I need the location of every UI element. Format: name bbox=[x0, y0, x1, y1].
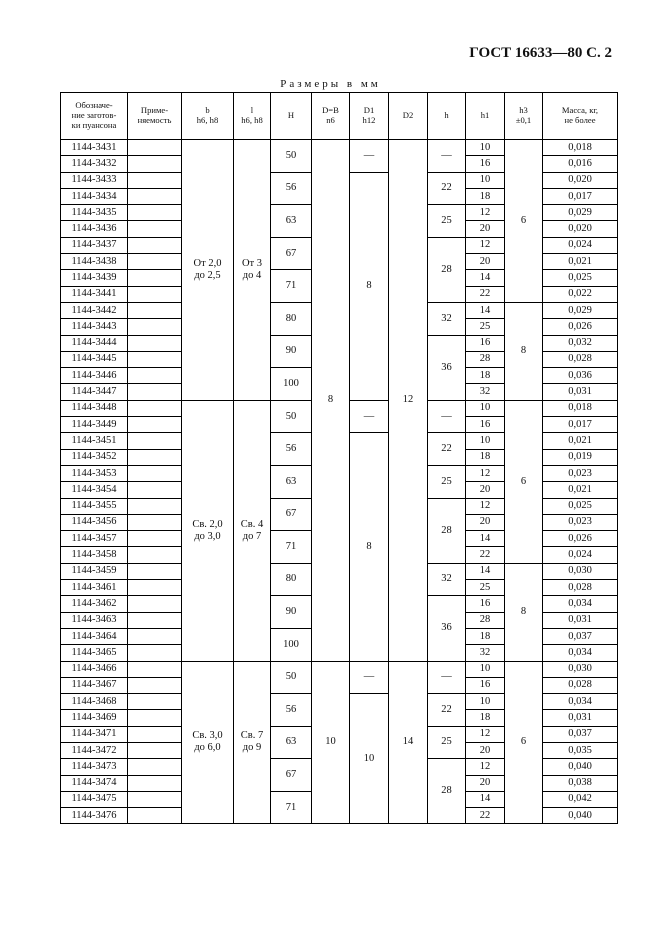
cell-h: 28 bbox=[428, 237, 466, 302]
cell-d-b: 10 bbox=[312, 661, 350, 824]
cell-h: — bbox=[428, 400, 466, 433]
cell-l: Св. 7 до 9 bbox=[234, 661, 271, 824]
cell-h: 56 bbox=[271, 694, 312, 727]
cell-mass: 0,018 bbox=[543, 140, 618, 156]
cell-h3: 6 bbox=[505, 400, 543, 563]
cell-h: 90 bbox=[271, 596, 312, 629]
cell-mass: 0,026 bbox=[543, 531, 618, 547]
cell-mass: 0,031 bbox=[543, 710, 618, 726]
cell-application bbox=[128, 759, 182, 775]
cell-d1: 10 bbox=[350, 694, 389, 824]
cell-designation: 1144-3446 bbox=[61, 368, 128, 384]
cell-h: 71 bbox=[271, 270, 312, 303]
cell-designation: 1144-3452 bbox=[61, 449, 128, 465]
cell-designation: 1144-3466 bbox=[61, 661, 128, 677]
cell-designation: 1144-3476 bbox=[61, 808, 128, 824]
cell-mass: 0,021 bbox=[543, 482, 618, 498]
cell-h1: 14 bbox=[466, 791, 505, 807]
column-header-b: b h6, h8 bbox=[182, 93, 234, 140]
cell-mass: 0,024 bbox=[543, 547, 618, 563]
cell-h1: 28 bbox=[466, 612, 505, 628]
cell-mass: 0,032 bbox=[543, 335, 618, 351]
cell-mass: 0,021 bbox=[543, 433, 618, 449]
cell-application bbox=[128, 270, 182, 286]
cell-designation: 1144-3474 bbox=[61, 775, 128, 791]
cell-h: 100 bbox=[271, 628, 312, 661]
cell-h: 71 bbox=[271, 791, 312, 824]
column-header-d1: D1 h12 bbox=[350, 93, 389, 140]
page-header: ГОСТ 16633—80 С. 2 bbox=[469, 45, 612, 61]
cell-h: — bbox=[428, 661, 466, 694]
cell-h1: 16 bbox=[466, 677, 505, 693]
table-body bbox=[61, 140, 618, 824]
cell-application bbox=[128, 417, 182, 433]
cell-h: 67 bbox=[271, 237, 312, 270]
cell-h1: 14 bbox=[466, 270, 505, 286]
cell-designation: 1144-3456 bbox=[61, 514, 128, 530]
cell-application bbox=[128, 286, 182, 302]
cell-designation: 1144-3451 bbox=[61, 433, 128, 449]
cell-h3: 6 bbox=[505, 140, 543, 303]
cell-l: От 3 до 4 bbox=[234, 140, 271, 401]
cell-h: 25 bbox=[428, 465, 466, 498]
cell-application bbox=[128, 221, 182, 237]
column-header-h: h bbox=[428, 93, 466, 140]
cell-designation: 1144-3468 bbox=[61, 694, 128, 710]
cell-designation: 1144-3458 bbox=[61, 547, 128, 563]
cell-designation: 1144-3437 bbox=[61, 237, 128, 253]
cell-designation: 1144-3433 bbox=[61, 172, 128, 188]
cell-application bbox=[128, 775, 182, 791]
cell-application bbox=[128, 384, 182, 400]
cell-mass: 0,017 bbox=[543, 417, 618, 433]
cell-application bbox=[128, 580, 182, 596]
cell-h: 56 bbox=[271, 172, 312, 205]
table-header-row bbox=[61, 93, 618, 140]
cell-h1: 20 bbox=[466, 514, 505, 530]
cell-mass: 0,028 bbox=[543, 351, 618, 367]
cell-mass: 0,036 bbox=[543, 368, 618, 384]
cell-h3: 8 bbox=[505, 563, 543, 661]
cell-h1: 10 bbox=[466, 172, 505, 188]
cell-h1: 18 bbox=[466, 710, 505, 726]
cell-h1: 20 bbox=[466, 482, 505, 498]
cell-designation: 1144-3457 bbox=[61, 531, 128, 547]
cell-designation: 1144-3444 bbox=[61, 335, 128, 351]
cell-h: 67 bbox=[271, 759, 312, 792]
cell-application bbox=[128, 482, 182, 498]
cell-designation: 1144-3449 bbox=[61, 417, 128, 433]
cell-designation: 1144-3467 bbox=[61, 677, 128, 693]
cell-h: — bbox=[428, 140, 466, 173]
cell-h: 90 bbox=[271, 335, 312, 368]
cell-h: 63 bbox=[271, 465, 312, 498]
cell-application bbox=[128, 449, 182, 465]
cell-h1: 20 bbox=[466, 254, 505, 270]
cell-mass: 0,034 bbox=[543, 596, 618, 612]
cell-h: 80 bbox=[271, 302, 312, 335]
cell-designation: 1144-3465 bbox=[61, 645, 128, 661]
cell-application bbox=[128, 791, 182, 807]
cell-application bbox=[128, 612, 182, 628]
cell-h1: 18 bbox=[466, 188, 505, 204]
cell-mass: 0,020 bbox=[543, 172, 618, 188]
cell-h1: 25 bbox=[466, 580, 505, 596]
cell-h: 22 bbox=[428, 172, 466, 205]
cell-h1: 12 bbox=[466, 726, 505, 742]
cell-application bbox=[128, 351, 182, 367]
cell-mass: 0,023 bbox=[543, 465, 618, 481]
cell-application bbox=[128, 645, 182, 661]
cell-h1: 18 bbox=[466, 368, 505, 384]
cell-designation: 1144-3454 bbox=[61, 482, 128, 498]
cell-application bbox=[128, 677, 182, 693]
cell-d1: — bbox=[350, 400, 389, 433]
cell-h1: 10 bbox=[466, 694, 505, 710]
cell-application bbox=[128, 302, 182, 318]
table-row bbox=[61, 140, 618, 156]
cell-application bbox=[128, 531, 182, 547]
cell-h1: 10 bbox=[466, 661, 505, 677]
cell-mass: 0,038 bbox=[543, 775, 618, 791]
cell-application bbox=[128, 498, 182, 514]
cell-d1: 8 bbox=[350, 172, 389, 400]
cell-mass: 0,026 bbox=[543, 319, 618, 335]
cell-application bbox=[128, 368, 182, 384]
cell-h1: 10 bbox=[466, 140, 505, 156]
cell-h: 63 bbox=[271, 205, 312, 238]
cell-h1: 32 bbox=[466, 645, 505, 661]
column-header-h1: h1 bbox=[466, 93, 505, 140]
column-header-h3: h3 ±0,1 bbox=[505, 93, 543, 140]
cell-h1: 25 bbox=[466, 319, 505, 335]
cell-mass: 0,018 bbox=[543, 400, 618, 416]
column-header-mass: Масса, кг, не более bbox=[543, 93, 618, 140]
cell-designation: 1144-3453 bbox=[61, 465, 128, 481]
cell-h: 32 bbox=[428, 302, 466, 335]
cell-designation: 1144-3447 bbox=[61, 384, 128, 400]
cell-mass: 0,023 bbox=[543, 514, 618, 530]
cell-h1: 20 bbox=[466, 775, 505, 791]
cell-designation: 1144-3455 bbox=[61, 498, 128, 514]
cell-h: 63 bbox=[271, 726, 312, 759]
table-row bbox=[61, 661, 618, 677]
cell-h: 71 bbox=[271, 531, 312, 564]
cell-mass: 0,016 bbox=[543, 156, 618, 172]
cell-mass: 0,030 bbox=[543, 563, 618, 579]
cell-mass: 0,035 bbox=[543, 742, 618, 758]
cell-application bbox=[128, 335, 182, 351]
cell-designation: 1144-3442 bbox=[61, 302, 128, 318]
cell-mass: 0,025 bbox=[543, 270, 618, 286]
cell-h1: 12 bbox=[466, 759, 505, 775]
cell-h: 25 bbox=[428, 726, 466, 759]
cell-designation: 1144-3438 bbox=[61, 254, 128, 270]
cell-mass: 0,031 bbox=[543, 384, 618, 400]
cell-h: 25 bbox=[428, 205, 466, 238]
cell-designation: 1144-3471 bbox=[61, 726, 128, 742]
cell-mass: 0,028 bbox=[543, 677, 618, 693]
cell-mass: 0,042 bbox=[543, 791, 618, 807]
cell-application bbox=[128, 400, 182, 416]
cell-h1: 12 bbox=[466, 237, 505, 253]
cell-mass: 0,025 bbox=[543, 498, 618, 514]
cell-designation: 1144-3434 bbox=[61, 188, 128, 204]
cell-application bbox=[128, 433, 182, 449]
cell-d2: 12 bbox=[389, 140, 428, 662]
cell-h: 36 bbox=[428, 596, 466, 661]
cell-application bbox=[128, 172, 182, 188]
cell-application bbox=[128, 661, 182, 677]
cell-designation: 1144-3463 bbox=[61, 612, 128, 628]
cell-application bbox=[128, 694, 182, 710]
cell-mass: 0,029 bbox=[543, 205, 618, 221]
cell-mass: 0,034 bbox=[543, 645, 618, 661]
cell-d-b: 8 bbox=[312, 140, 350, 662]
cell-mass: 0,040 bbox=[543, 808, 618, 824]
cell-application bbox=[128, 563, 182, 579]
cell-application bbox=[128, 156, 182, 172]
cell-designation: 1144-3473 bbox=[61, 759, 128, 775]
cell-application bbox=[128, 742, 182, 758]
cell-application bbox=[128, 205, 182, 221]
cell-h1: 22 bbox=[466, 286, 505, 302]
cell-h1: 16 bbox=[466, 335, 505, 351]
cell-d1: — bbox=[350, 661, 389, 694]
cell-h: 50 bbox=[271, 140, 312, 173]
cell-mass: 0,017 bbox=[543, 188, 618, 204]
cell-h: 56 bbox=[271, 433, 312, 466]
cell-application bbox=[128, 465, 182, 481]
column-header-d2: D2 bbox=[389, 93, 428, 140]
cell-designation: 1144-3475 bbox=[61, 791, 128, 807]
cell-application bbox=[128, 596, 182, 612]
cell-h3: 8 bbox=[505, 302, 543, 400]
cell-mass: 0,020 bbox=[543, 221, 618, 237]
cell-h1: 20 bbox=[466, 742, 505, 758]
cell-designation: 1144-3472 bbox=[61, 742, 128, 758]
cell-designation: 1144-3439 bbox=[61, 270, 128, 286]
cell-application bbox=[128, 547, 182, 563]
cell-application bbox=[128, 726, 182, 742]
cell-h1: 10 bbox=[466, 433, 505, 449]
cell-mass: 0,022 bbox=[543, 286, 618, 302]
cell-h: 22 bbox=[428, 433, 466, 466]
cell-h: 32 bbox=[428, 563, 466, 596]
cell-designation: 1144-3462 bbox=[61, 596, 128, 612]
cell-application bbox=[128, 514, 182, 530]
cell-mass: 0,037 bbox=[543, 726, 618, 742]
cell-mass: 0,040 bbox=[543, 759, 618, 775]
cell-application bbox=[128, 254, 182, 270]
column-header-application: Приме- няемость bbox=[128, 93, 182, 140]
cell-h: 100 bbox=[271, 368, 312, 401]
cell-h1: 10 bbox=[466, 400, 505, 416]
cell-h1: 14 bbox=[466, 531, 505, 547]
cell-mass: 0,034 bbox=[543, 694, 618, 710]
cell-h1: 16 bbox=[466, 156, 505, 172]
cell-designation: 1144-3445 bbox=[61, 351, 128, 367]
cell-designation: 1144-3464 bbox=[61, 628, 128, 644]
cell-h1: 22 bbox=[466, 547, 505, 563]
cell-h: 36 bbox=[428, 335, 466, 400]
cell-h1: 12 bbox=[466, 205, 505, 221]
column-header-h: H bbox=[271, 93, 312, 140]
cell-application bbox=[128, 140, 182, 156]
cell-b: От 2,0 до 2,5 bbox=[182, 140, 234, 401]
cell-mass: 0,029 bbox=[543, 302, 618, 318]
cell-h1: 20 bbox=[466, 221, 505, 237]
cell-designation: 1144-3436 bbox=[61, 221, 128, 237]
cell-h: 28 bbox=[428, 498, 466, 563]
cell-mass: 0,019 bbox=[543, 449, 618, 465]
cell-h1: 18 bbox=[466, 449, 505, 465]
cell-designation: 1144-3461 bbox=[61, 580, 128, 596]
cell-application bbox=[128, 710, 182, 726]
cell-application bbox=[128, 808, 182, 824]
cell-h: 67 bbox=[271, 498, 312, 531]
cell-h1: 28 bbox=[466, 351, 505, 367]
cell-h1: 12 bbox=[466, 465, 505, 481]
cell-h1: 12 bbox=[466, 498, 505, 514]
cell-h: 22 bbox=[428, 694, 466, 727]
cell-h1: 32 bbox=[466, 384, 505, 400]
cell-h1: 16 bbox=[466, 417, 505, 433]
cell-h: 50 bbox=[271, 400, 312, 433]
cell-designation: 1144-3441 bbox=[61, 286, 128, 302]
column-header-d-b: D=B n6 bbox=[312, 93, 350, 140]
cell-designation: 1144-3432 bbox=[61, 156, 128, 172]
cell-h1: 16 bbox=[466, 596, 505, 612]
cell-d1: — bbox=[350, 140, 389, 173]
cell-application bbox=[128, 237, 182, 253]
cell-l: Св. 4 до 7 bbox=[234, 400, 271, 661]
table-caption: Размеры в мм bbox=[280, 78, 381, 90]
cell-b: Св. 2,0 до 3,0 bbox=[182, 400, 234, 661]
cell-designation: 1144-3435 bbox=[61, 205, 128, 221]
cell-h1: 18 bbox=[466, 628, 505, 644]
column-header-l: l h6, h8 bbox=[234, 93, 271, 140]
cell-designation: 1144-3469 bbox=[61, 710, 128, 726]
cell-d2: 14 bbox=[389, 661, 428, 824]
cell-h1: 22 bbox=[466, 808, 505, 824]
cell-h: 28 bbox=[428, 759, 466, 824]
dimensions-table bbox=[60, 92, 618, 824]
cell-mass: 0,030 bbox=[543, 661, 618, 677]
cell-mass: 0,037 bbox=[543, 628, 618, 644]
cell-h: 80 bbox=[271, 563, 312, 596]
cell-designation: 1144-3443 bbox=[61, 319, 128, 335]
cell-application bbox=[128, 628, 182, 644]
cell-h1: 14 bbox=[466, 302, 505, 318]
cell-h: 50 bbox=[271, 661, 312, 694]
cell-mass: 0,028 bbox=[543, 580, 618, 596]
cell-designation: 1144-3431 bbox=[61, 140, 128, 156]
cell-h3: 6 bbox=[505, 661, 543, 824]
cell-mass: 0,021 bbox=[543, 254, 618, 270]
cell-h1: 14 bbox=[466, 563, 505, 579]
cell-mass: 0,024 bbox=[543, 237, 618, 253]
cell-application bbox=[128, 188, 182, 204]
cell-designation: 1144-3459 bbox=[61, 563, 128, 579]
cell-application bbox=[128, 319, 182, 335]
cell-mass: 0,031 bbox=[543, 612, 618, 628]
column-header-designation: Обозначе- ние заготов- ки пуансона bbox=[61, 93, 128, 140]
cell-designation: 1144-3448 bbox=[61, 400, 128, 416]
cell-d1: 8 bbox=[350, 433, 389, 661]
cell-b: Св. 3,0 до 6,0 bbox=[182, 661, 234, 824]
